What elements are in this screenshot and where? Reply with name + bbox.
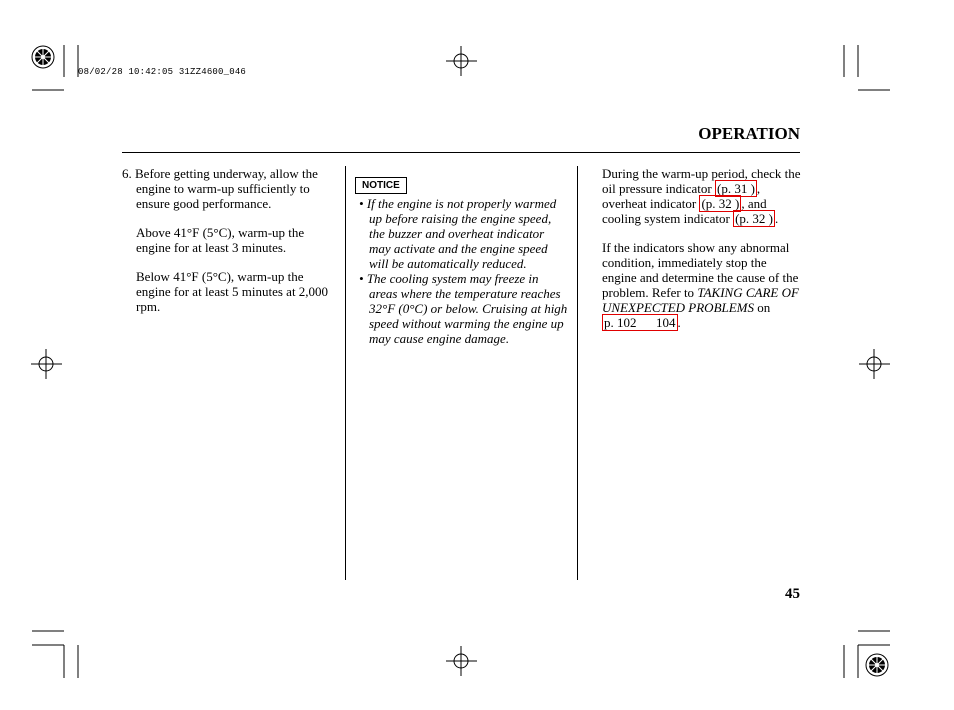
paragraph-text: , and cooling system indicator	[602, 196, 767, 226]
paragraph-text: If the indicators show any abnormal condition, immediately stop the engine and determine the cause of the problem. Refer to	[602, 240, 799, 300]
page-number: 45	[785, 586, 800, 602]
page-102-104-link[interactable]: p. 102 104	[604, 315, 676, 330]
bullet-icon: •	[359, 196, 364, 211]
column-divider	[577, 166, 578, 580]
unexpected-problems-reference: TAKING CARE OF UNEXPECTED PROBLEMS	[602, 285, 799, 315]
bullet-icon: •	[359, 271, 364, 286]
notice-bullet-text: If the engine is not properly warmed up before raising the engine speed, the buzzer and overheat indicator may activate and the engine speed will be automatically reduced.	[366, 196, 557, 271]
below-temperature-text: Below 41°F (5°C), warm-up the engine for at least 5 minutes at 2,000 rpm.	[136, 269, 329, 314]
paragraph-text: During the warm-up period, check the oil pressure indicator	[602, 166, 801, 196]
left-column	[122, 166, 337, 314]
paragraph-text: .	[774, 211, 779, 226]
notice-bullet	[359, 271, 569, 346]
print-timestamp: 08/02/28 10:42:05 31ZZ4600_046	[78, 67, 247, 77]
paragraph-text: , overheat indicator	[602, 181, 761, 211]
paragraph-text: on	[754, 300, 771, 315]
right-column	[602, 166, 802, 330]
column-divider	[345, 166, 346, 580]
notice-column	[359, 196, 569, 346]
page-31-link[interactable]: (p. 31 )	[717, 181, 755, 196]
starburst-target-icon	[32, 46, 54, 68]
step-6-text: 6. Before getting underway, allow the engine to warm-up sufficiently to ensure good performance.	[122, 166, 318, 211]
notice-label: NOTICE	[355, 177, 407, 194]
section-title: OPERATION	[698, 124, 800, 143]
abnormal-condition-paragraph	[602, 240, 802, 330]
page-32-link[interactable]: (p. 32 )	[735, 211, 773, 226]
warm-up-indicators-paragraph	[602, 166, 802, 226]
notice-bullet	[359, 196, 569, 271]
starburst-target-icon	[866, 654, 888, 676]
page-32-link[interactable]: (p. 32 )	[701, 196, 740, 211]
notice-bullet-text: The cooling system may freeze in areas where the temperature reaches 32°F (0°C) or below. Cruising at high speed without warming the engine up may cause engine damage.	[366, 271, 568, 346]
paragraph-text: .	[677, 315, 681, 330]
above-temperature-text: Above 41°F (5°C), warm-up the engine for at least 3 minutes.	[136, 225, 305, 255]
header-rule	[122, 152, 800, 153]
